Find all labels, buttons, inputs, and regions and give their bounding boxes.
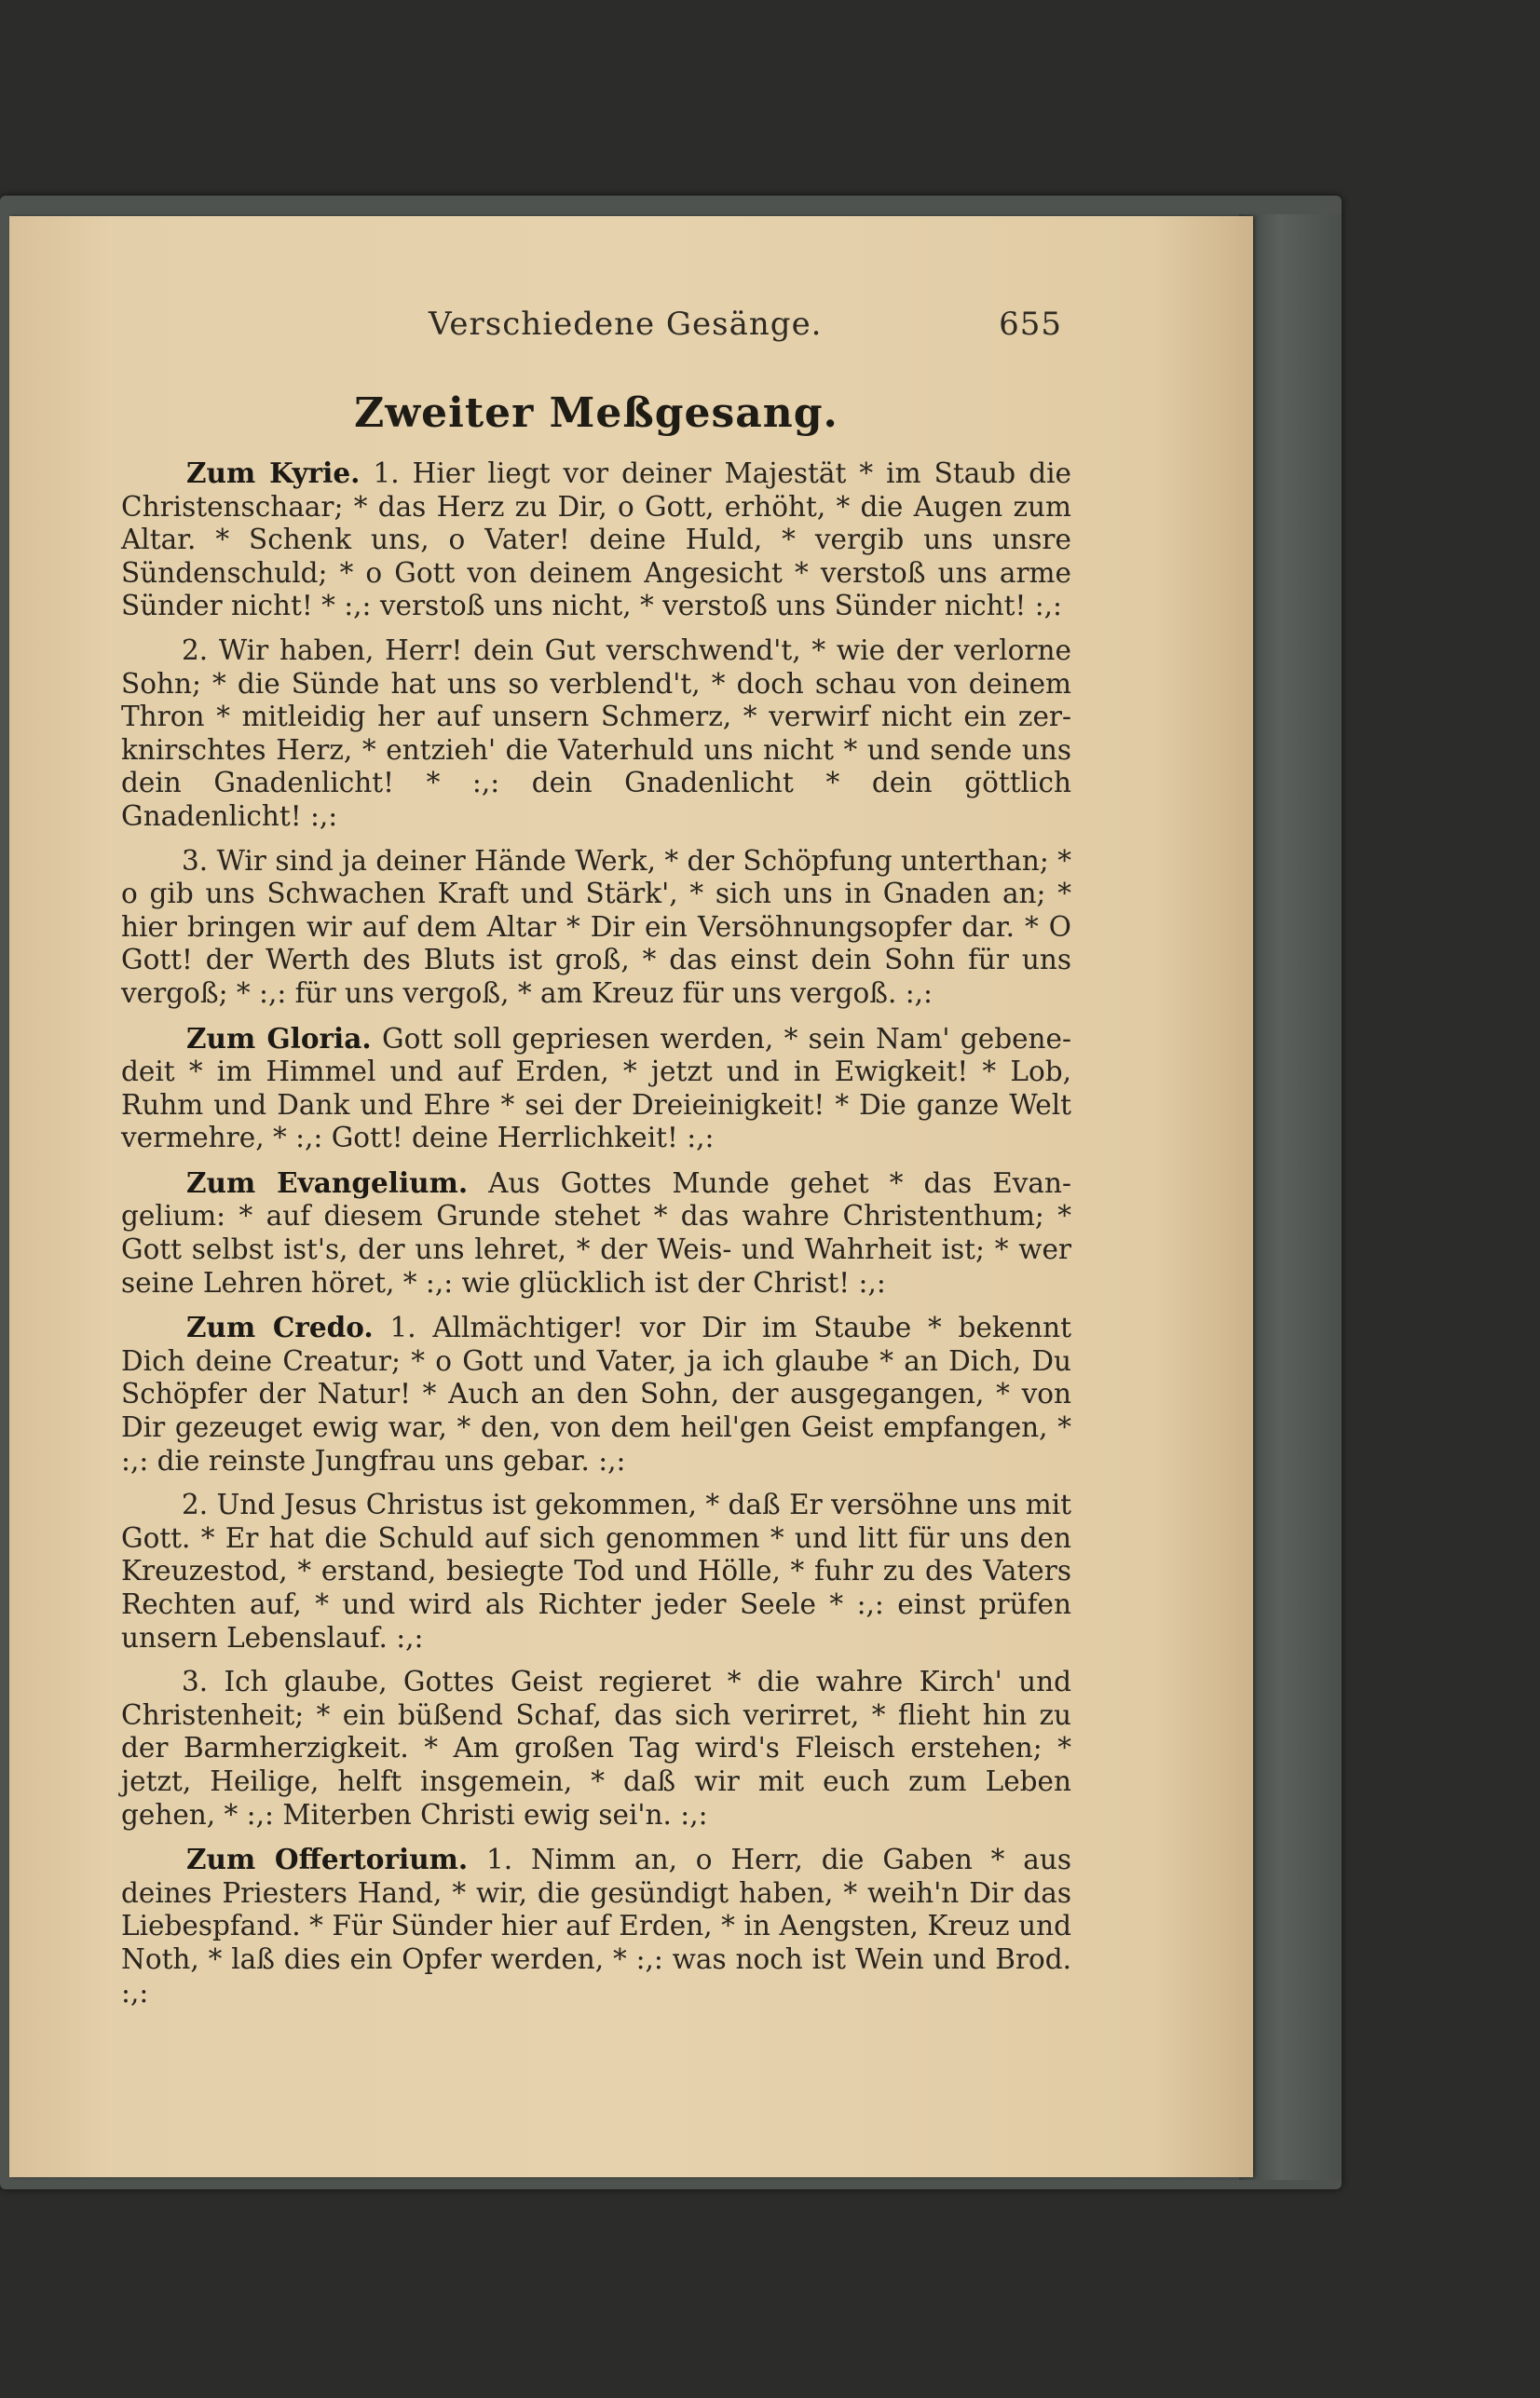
kyrie-verse-1-text: 1. Hier liegt vor deiner Majestät * im Staub die Christenschaar; * das Herz zu Dir, o Gott, erhöht, * die Augen zum Altar. * Schenk uns, o Vater! deine Huld, * vergib uns unsre Sündenschuld; * o Gott von deinem Angesicht * verstoß uns arme Sünder nicht! * :,: verstoß uns nicht, * verstoß uns Sünder nicht! :,: — [121, 457, 1071, 622]
hymn-title: Zweiter Meßgesang. — [354, 389, 838, 437]
offertorium-paragraph — [121, 1843, 1071, 2010]
credo-verse-2: 2. Und Jesus Christus ist gekommen, * daß Er versöhne uns mit Gott. * Er hat die Schuld auf sich genommen * und litt für uns den Kreuzestod, * erstand, besiegte Tod und Hölle, * fuhr zu des Vaters Rechten auf, * und wird als Richter jeder Seele * :,: einst prüfen unsern Lebenslauf. :,: — [121, 1489, 1071, 1654]
evangelium-paragraph — [121, 1166, 1071, 1300]
credo-heading: Zum Credo. — [186, 1311, 374, 1344]
book-spine — [1239, 214, 1342, 2180]
page-header — [429, 306, 1062, 347]
running-title: Verschiedene Gesänge. — [429, 306, 823, 343]
hymn-text — [121, 456, 1071, 2021]
offertorium-heading: Zum Offertorium. — [186, 1843, 469, 1876]
gloria-text: Gott soll gepriesen werden, * sein Nam' gebenedeit * im Himmel und auf Erden, * jetzt und in Ewigkeit! * Lob, Ruhm und Dank und Ehre * sei der Dreieinigkeit! * Die ganze Welt vermehre, * :,: Gott! deine Herrlichkeit! :,: — [121, 1022, 1071, 1154]
kyrie-heading: Zum Kyrie. — [186, 456, 361, 489]
kyrie-verse-2: 2. Wir haben, Herr! dein Gut verschwend't, * wie der verlorne Sohn; * die Sünde hat uns so verblend't, * doch schau von deinem Thron * mitleidig her auf unsern Schmerz, * verwirf nicht ein zerknirschtes Herz, * entzieh' die Vaterhuld uns nicht * und sende uns dein Gnadenlicht! * :,: dein Gnadenlicht * dein göttlich Gnadenlicht! :,: — [121, 634, 1071, 832]
gloria-heading: Zum Gloria. — [186, 1021, 372, 1055]
evangelium-text: Aus Gottes Munde gehet * das Evangelium: * auf diesem Grunde stehet * das wahre Christenthum; * Gott selbst ist's, der uns lehret, * der Weis- und Wahrheit ist; * wer seine Lehren höret, * :,: wie glücklich ist der Christ! :,: — [121, 1166, 1071, 1299]
credo-verse-1-text: 1. Allmächtiger! vor Dir im Staube * bekennt Dich deine Creatur; * o Gott und Vater, ja ich glaube * an Dich, Du Schöpfer der Natur! * Auch an den Sohn, der ausgegangen, * von Dir gezeuget ewig war, * den, von dem heil'gen Geist empfangen, * :,: die reinste Jungfrau uns gebar. :,: — [121, 1312, 1072, 1477]
offertorium-text: 1. Nimm an, o Herr, die Gaben * aus deines Priesters Hand, * wir, die gesündigt haben, * weih'n Dir das Liebespfand. * Für Sünder hier auf Erden, * in Aengsten, Kreuz und Noth, * laß dies ein Opfer werden, * :,: was noch ist Wein und Brod. :,: — [121, 1844, 1071, 2009]
kyrie-verse-3: 3. Wir sind ja deiner Hände Werk, * der Schöpfung unterthan; * o gib uns Schwachen Kraft und Stärk', * sich uns in Gnaden an; * hier bringen wir auf dem Altar * Dir ein Versöhnungsopfer dar. * O Gott! der Werth des Bluts ist groß, * das einst dein Sohn für uns vergoß; * :,: für uns vergoß, * am Kreuz für uns vergoß. :,: — [121, 844, 1071, 1009]
page-number: 655 — [999, 306, 1062, 343]
credo-verse-1 — [121, 1311, 1071, 1478]
kyrie-verse-1 — [121, 456, 1071, 623]
credo-verse-3: 3. Ich glaube, Gottes Geist regieret * die wahre Kirch' und Christenheit; * ein büßend Schaf, das sich verirret, * flieht hin zu der Barmherzigkeit. * Am großen Tag wird's Fleisch erstehen; * jetzt, Heilige, helft insgemein, * daß wir mit euch zum Leben gehen, * :,: Miterben Christi ewig sei'n. :,: — [121, 1666, 1071, 1831]
evangelium-heading: Zum Evangelium. — [186, 1165, 469, 1199]
gloria-paragraph — [121, 1022, 1071, 1155]
